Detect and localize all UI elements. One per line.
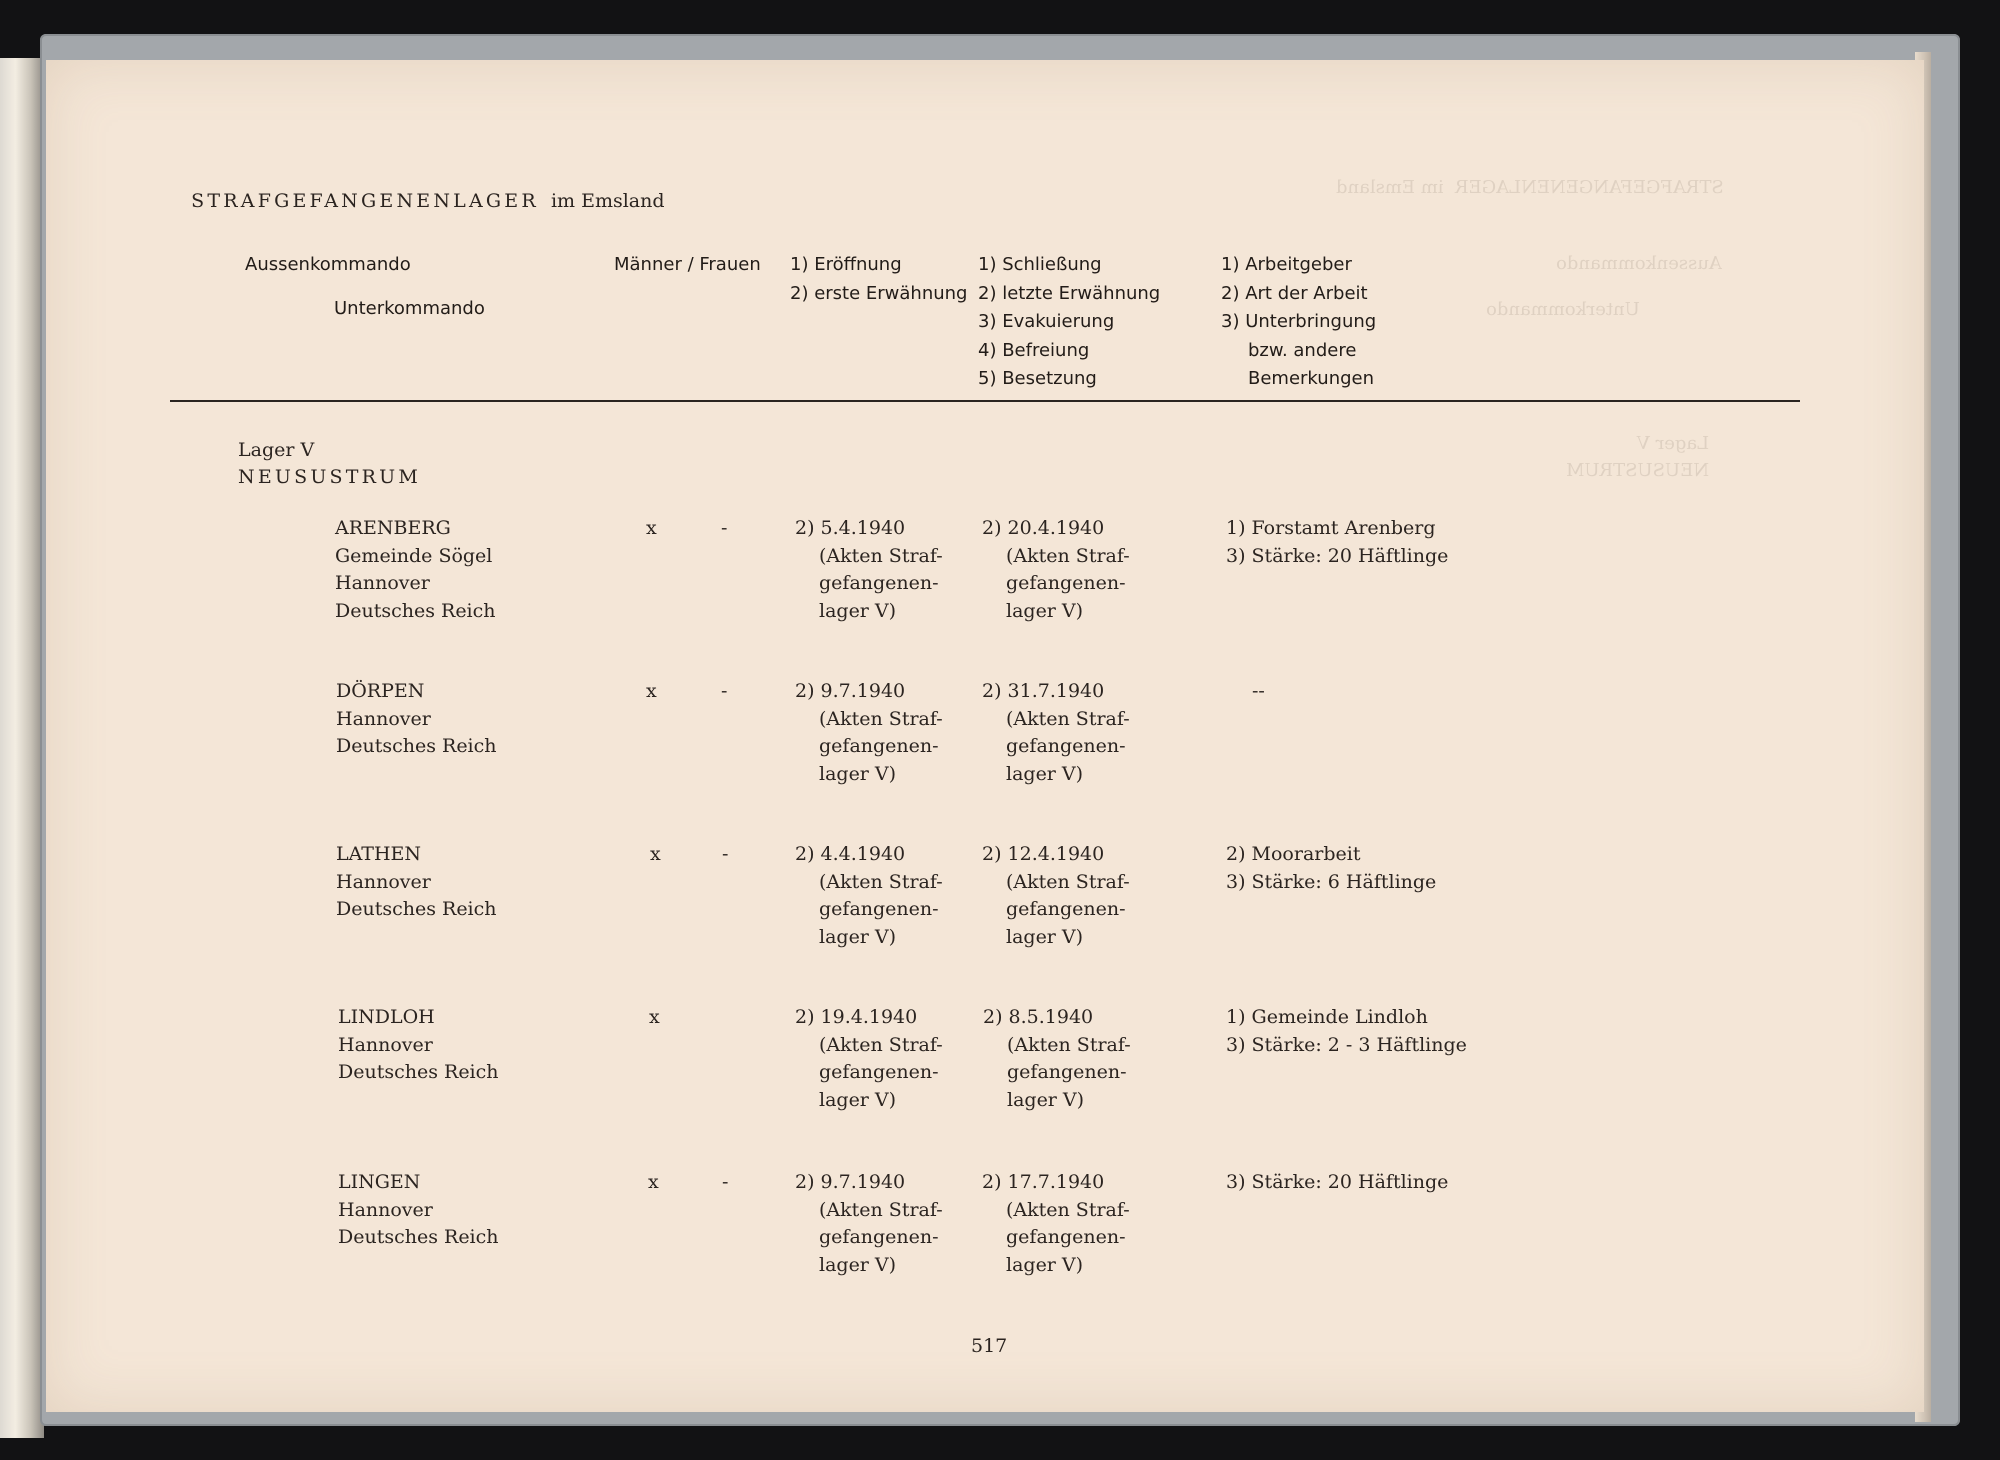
closing-line: lager V) xyxy=(1006,599,1084,622)
men-mark: x xyxy=(649,1006,660,1028)
book-page xyxy=(46,60,1924,1412)
running-head-subtitle: im Emsland xyxy=(550,189,665,212)
heading-line: 4) Befreiung xyxy=(978,339,1090,361)
opening-line: (Akten Straf- xyxy=(819,707,943,730)
closing-line: (Akten Straf- xyxy=(1006,544,1130,567)
women-mark: - xyxy=(722,1171,729,1193)
running-head xyxy=(167,160,665,243)
closing-line: (Akten Straf- xyxy=(1007,1033,1131,1056)
place-line: Hannover xyxy=(336,870,431,893)
column-heading-arbeitgeber xyxy=(1221,251,1376,394)
place-name: LINGEN xyxy=(338,1171,421,1193)
women-mark: - xyxy=(721,680,728,702)
entry-notes xyxy=(1252,678,1265,706)
running-head-title: STRAFGEFANGENENLAGER xyxy=(191,189,539,212)
heading-line: 2) Art der Arbeit xyxy=(1221,282,1368,304)
opening-line: gefangenen- xyxy=(819,735,939,757)
heading-line: 1) Schließung xyxy=(978,254,1102,275)
opening-line: lager V) xyxy=(819,925,897,948)
entry-opening xyxy=(795,515,943,625)
book-spine-binding xyxy=(0,58,44,1438)
closing-line: lager V) xyxy=(1007,1088,1085,1111)
opening-line: 2) 5.4.1940 xyxy=(795,517,906,539)
closing-line: lager V) xyxy=(1006,925,1084,948)
opening-line: (Akten Straf- xyxy=(819,1198,943,1221)
notes-line: 2) Moorarbeit xyxy=(1226,843,1361,865)
place-name: DÖRPEN xyxy=(336,680,425,702)
opening-line: gefangenen- xyxy=(819,898,939,920)
header-rule xyxy=(170,400,1800,402)
show-through-text: Lager V NEUSUSTRUM xyxy=(1566,433,1710,481)
heading-line: 2) letzte Erwähnung xyxy=(978,282,1161,304)
notes-line: 3) Stärke: 2 - 3 Häftlinge xyxy=(1226,1033,1467,1056)
entry-place xyxy=(338,1004,499,1087)
opening-line: 2) 19.4.1940 xyxy=(795,1006,918,1028)
women-mark: - xyxy=(721,517,728,539)
opening-line: gefangenen- xyxy=(819,1226,939,1248)
heading-line: 5) Besetzung xyxy=(978,368,1097,389)
closing-line: (Akten Straf- xyxy=(1006,1198,1130,1221)
notes-line: 3) Stärke: 20 Häftlinge xyxy=(1226,544,1449,567)
column-heading-aussenkommando: Aussenkommando xyxy=(245,254,411,275)
notes-line: 3) Stärke: 6 Häftlinge xyxy=(1226,870,1437,893)
entry-notes xyxy=(1226,841,1436,896)
entry-closing xyxy=(982,841,1130,951)
men-mark: x xyxy=(646,517,657,539)
opening-line: gefangenen- xyxy=(819,572,939,594)
opening-line: gefangenen- xyxy=(819,1061,939,1083)
show-through-text: Unterkommando xyxy=(1486,299,1640,320)
closing-line: (Akten Straf- xyxy=(1006,707,1130,730)
closing-line: gefangenen- xyxy=(1006,572,1126,594)
women-mark: - xyxy=(722,843,729,865)
heading-line: bzw. andere xyxy=(1248,339,1357,361)
entry-closing xyxy=(982,1169,1130,1279)
entry-closing xyxy=(982,678,1130,788)
entry-notes xyxy=(1226,515,1448,570)
closing-line: gefangenen- xyxy=(1006,735,1126,757)
column-heading-unterkommando: Unterkommando xyxy=(334,298,485,319)
men-mark: x xyxy=(646,680,657,702)
opening-line: 2) 9.7.1940 xyxy=(795,680,906,702)
entry-place xyxy=(338,1169,499,1252)
place-name: LATHEN xyxy=(336,843,422,865)
closing-line: 2) 12.4.1940 xyxy=(982,843,1105,865)
show-through-text: STRAFGEFANGENENLAGER im Emsland xyxy=(1336,177,1724,198)
closing-line: lager V) xyxy=(1006,1253,1084,1276)
opening-line: lager V) xyxy=(819,1253,897,1276)
place-line: Hannover xyxy=(335,572,430,594)
opening-line: (Akten Straf- xyxy=(819,870,943,893)
entry-place xyxy=(335,515,496,625)
closing-line: (Akten Straf- xyxy=(1006,870,1130,893)
place-line: Hannover xyxy=(336,707,431,730)
place-line: Deutsches Reich xyxy=(336,735,497,757)
closing-line: 2) 31.7.1940 xyxy=(982,680,1105,702)
men-mark: x xyxy=(650,843,661,865)
entry-notes xyxy=(1226,1004,1467,1059)
entry-opening xyxy=(795,678,943,788)
heading-line: Bemerkungen xyxy=(1248,368,1375,389)
entry-closing xyxy=(983,1004,1131,1114)
place-name: ARENBERG xyxy=(335,517,451,539)
place-name: LINDLOH xyxy=(338,1006,435,1028)
closing-line: gefangenen- xyxy=(1006,1226,1126,1248)
closing-line: gefangenen- xyxy=(1007,1061,1127,1083)
entry-notes xyxy=(1226,1169,1448,1197)
heading-line: 1) Arbeitgeber xyxy=(1221,254,1352,275)
entry-opening xyxy=(795,1004,943,1114)
opening-line: (Akten Straf- xyxy=(819,544,943,567)
entry-closing xyxy=(982,515,1130,625)
notes-line: 1) Forstamt Arenberg xyxy=(1226,517,1436,539)
entry-place xyxy=(336,678,497,761)
entry-opening xyxy=(795,1169,943,1279)
column-heading-maenner-frauen: Männer / Frauen xyxy=(614,254,761,275)
place-line: Deutsches Reich xyxy=(335,599,496,622)
opening-line: (Akten Straf- xyxy=(819,1033,943,1056)
place-line: Hannover xyxy=(338,1033,433,1056)
column-heading-eroeffnung xyxy=(790,251,968,308)
heading-line: 3) Evakuierung xyxy=(978,311,1115,332)
opening-line: lager V) xyxy=(819,599,897,622)
section-lager-label: Lager V xyxy=(238,439,315,461)
opening-line: 2) 4.4.1940 xyxy=(795,843,906,865)
place-line: Hannover xyxy=(338,1198,433,1221)
closing-line: gefangenen- xyxy=(1006,898,1126,920)
notes-line: 1) Gemeinde Lindloh xyxy=(1226,1006,1428,1028)
page-number: 517 xyxy=(971,1335,1008,1357)
place-line: Deutsches Reich xyxy=(336,898,497,920)
opening-line: 2) 9.7.1940 xyxy=(795,1171,906,1193)
closing-line: 2) 8.5.1940 xyxy=(983,1006,1094,1028)
closing-line: lager V) xyxy=(1006,762,1084,785)
place-line: Deutsches Reich xyxy=(338,1226,499,1248)
closing-line: 2) 20.4.1940 xyxy=(982,517,1105,539)
show-through-text: Aussenkommando xyxy=(1556,253,1722,274)
heading-line: 2) erste Erwähnung xyxy=(790,282,968,304)
place-line: Gemeinde Sögel xyxy=(335,544,493,567)
closing-line: 2) 17.7.1940 xyxy=(982,1171,1105,1193)
column-heading-schliessung xyxy=(978,251,1160,394)
place-line: Deutsches Reich xyxy=(338,1061,499,1083)
heading-line: 1) Eröffnung xyxy=(790,254,902,275)
opening-line: lager V) xyxy=(819,1088,897,1111)
heading-line: 3) Unterbringung xyxy=(1221,311,1377,332)
notes-line: -- xyxy=(1252,680,1265,702)
section-lager-name: NEUSUSTRUM xyxy=(238,466,421,488)
entry-place xyxy=(336,841,497,924)
opening-line: lager V) xyxy=(819,762,897,785)
men-mark: x xyxy=(648,1171,659,1193)
entry-opening xyxy=(795,841,943,951)
notes-line: 3) Stärke: 20 Häftlinge xyxy=(1226,1171,1449,1193)
